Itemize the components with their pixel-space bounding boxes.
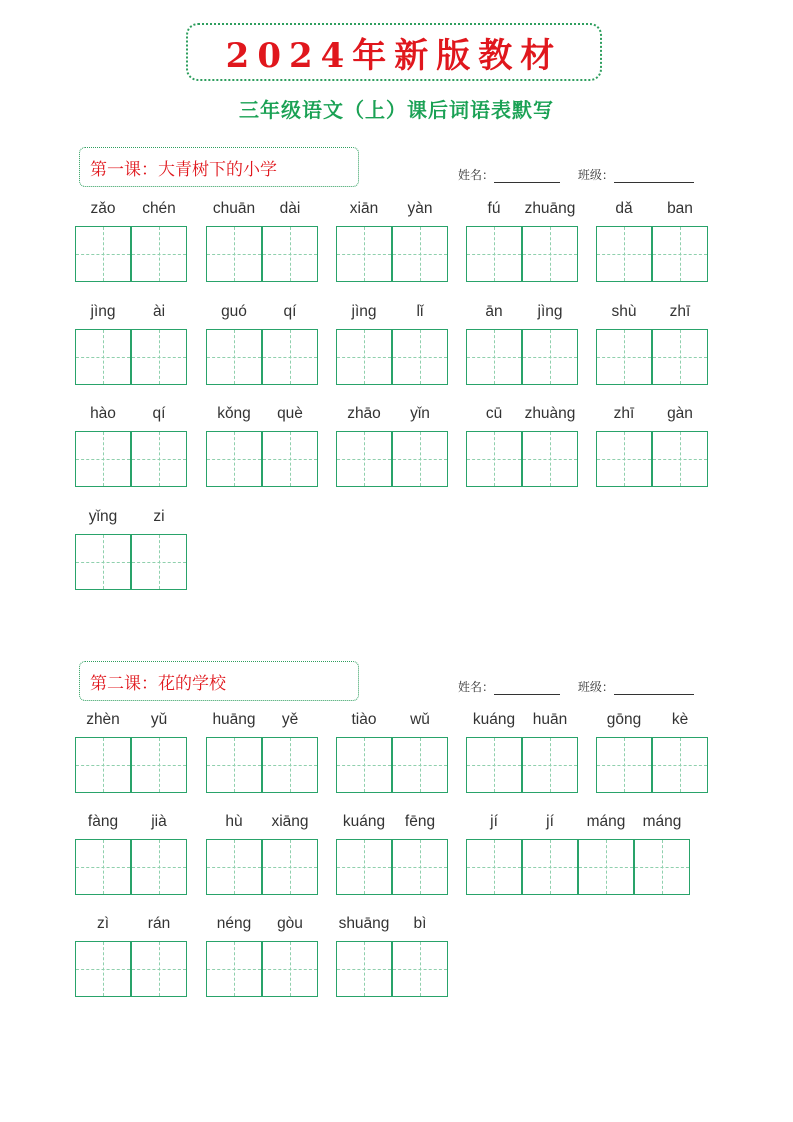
pinyin-label: zhuāng xyxy=(524,200,576,217)
pinyin-label: xiāng xyxy=(271,813,309,830)
writing-cell[interactable] xyxy=(336,329,392,385)
writing-cell[interactable] xyxy=(336,839,392,895)
writing-cell[interactable] xyxy=(596,226,652,282)
pinyin-label: guó xyxy=(221,303,247,320)
vocab-word xyxy=(596,405,708,487)
pinyin-label: fēng xyxy=(404,813,436,830)
pinyin-label: chén xyxy=(142,200,176,217)
writing-cell[interactable] xyxy=(466,329,522,385)
writing-cell[interactable] xyxy=(392,737,448,793)
writing-cell[interactable] xyxy=(634,839,690,895)
pinyin-label: yǐn xyxy=(410,405,430,422)
writing-cell[interactable] xyxy=(392,839,448,895)
writing-cell[interactable] xyxy=(392,431,448,487)
writing-cell[interactable] xyxy=(262,329,318,385)
title-box xyxy=(186,23,602,81)
pinyin-label: rán xyxy=(147,915,171,932)
writing-cell[interactable] xyxy=(466,226,522,282)
writing-cell[interactable] xyxy=(466,737,522,793)
vocab-word xyxy=(466,303,578,385)
writing-cell[interactable] xyxy=(206,737,262,793)
writing-cell[interactable] xyxy=(131,329,187,385)
pinyin-label: hù xyxy=(225,813,243,830)
class-label: 班级： xyxy=(577,168,614,182)
writing-cell[interactable] xyxy=(392,329,448,385)
pinyin-label: ān xyxy=(485,303,503,320)
pinyin-label: tiào xyxy=(351,711,377,728)
pinyin-label: lǐ xyxy=(416,303,424,320)
pinyin-label: yàn xyxy=(407,200,433,217)
vocab-word xyxy=(336,711,448,793)
lesson-2-title: 第二课：花的学校 xyxy=(90,673,226,694)
writing-cell[interactable] xyxy=(596,431,652,487)
pinyin-label: zǎo xyxy=(90,200,116,217)
writing-cell[interactable] xyxy=(336,737,392,793)
lesson-1-header xyxy=(79,147,359,187)
writing-cell[interactable] xyxy=(262,431,318,487)
vocab-word xyxy=(206,813,318,895)
page-title: 2024年新版教材 xyxy=(225,35,563,76)
writing-cell[interactable] xyxy=(131,431,187,487)
writing-cell[interactable] xyxy=(75,941,131,997)
writing-cell[interactable] xyxy=(131,737,187,793)
pinyin-label: kǒng xyxy=(217,405,251,422)
name-blank xyxy=(494,683,560,695)
pinyin-label: dǎ xyxy=(615,200,633,217)
pinyin-label: néng xyxy=(216,915,252,932)
writing-cell[interactable] xyxy=(596,329,652,385)
writing-cell[interactable] xyxy=(206,431,262,487)
vocab-word xyxy=(75,711,187,793)
vocab-word xyxy=(206,200,318,282)
writing-cell[interactable] xyxy=(392,941,448,997)
pinyin-label: wǔ xyxy=(410,711,430,728)
pinyin-label: jìng xyxy=(351,303,377,320)
lesson-2-header xyxy=(79,661,359,701)
pinyin-label: zhāo xyxy=(347,405,381,422)
name-label: 姓名： xyxy=(458,680,495,694)
pinyin-label: zhī xyxy=(669,303,691,320)
pinyin-label: kuáng xyxy=(342,813,386,830)
writing-cell[interactable] xyxy=(75,839,131,895)
writing-cell[interactable] xyxy=(578,839,634,895)
vocab-word xyxy=(206,303,318,385)
vocab-word xyxy=(75,508,187,590)
pinyin-label: zì xyxy=(96,915,110,932)
writing-cell[interactable] xyxy=(336,431,392,487)
pinyin-label: cū xyxy=(485,405,503,422)
lesson-2-info xyxy=(458,678,694,695)
writing-cell[interactable] xyxy=(75,737,131,793)
writing-cell[interactable] xyxy=(75,534,131,590)
writing-cell[interactable] xyxy=(206,329,262,385)
writing-cell[interactable] xyxy=(336,941,392,997)
writing-cell[interactable] xyxy=(522,329,578,385)
class-blank xyxy=(614,683,694,695)
name-label: 姓名： xyxy=(458,168,495,182)
writing-cell[interactable] xyxy=(652,431,708,487)
pinyin-label: shù xyxy=(611,303,637,320)
vocab-word xyxy=(466,200,578,282)
pinyin-label: yǐng xyxy=(88,508,118,525)
vocab-word xyxy=(596,303,708,385)
pinyin-label: dài xyxy=(279,200,301,217)
vocab-word xyxy=(206,405,318,487)
pinyin-label: qí xyxy=(152,405,166,422)
vocab-word xyxy=(75,200,187,282)
pinyin-label: chuān xyxy=(212,200,256,217)
pinyin-label: shuāng xyxy=(338,915,390,932)
writing-cell[interactable] xyxy=(262,226,318,282)
writing-cell[interactable] xyxy=(336,226,392,282)
writing-cell[interactable] xyxy=(131,941,187,997)
vocab-word xyxy=(75,405,187,487)
writing-cell[interactable] xyxy=(131,839,187,895)
vocab-word xyxy=(336,405,448,487)
pinyin-label: huān xyxy=(532,711,568,728)
pinyin-label: fú xyxy=(487,200,501,217)
pinyin-label: máng xyxy=(586,813,626,830)
writing-cell[interactable] xyxy=(652,226,708,282)
pinyin-label: jí xyxy=(490,813,498,830)
vocab-word xyxy=(75,915,187,997)
writing-cell[interactable] xyxy=(206,839,262,895)
writing-cell[interactable] xyxy=(522,839,578,895)
pinyin-label: xiān xyxy=(349,200,379,217)
writing-cell[interactable] xyxy=(131,226,187,282)
vocab-word xyxy=(466,405,578,487)
writing-cell[interactable] xyxy=(75,226,131,282)
pinyin-label: huāng xyxy=(212,711,256,728)
writing-cell[interactable] xyxy=(522,737,578,793)
name-blank xyxy=(494,171,560,183)
page-subtitle: 三年级语文（上）课后词语表默写 xyxy=(239,98,554,122)
pinyin-label: zi xyxy=(153,508,165,525)
pinyin-label: ban xyxy=(667,200,693,217)
pinyin-label: gōng xyxy=(606,711,642,728)
pinyin-label: jí xyxy=(546,813,554,830)
pinyin-label: zhèn xyxy=(86,711,120,728)
writing-cell[interactable] xyxy=(131,534,187,590)
pinyin-label: yě xyxy=(281,711,299,728)
pinyin-label: yǔ xyxy=(150,711,168,728)
vocab-word xyxy=(596,711,708,793)
vocab-word xyxy=(336,200,448,282)
vocab-word xyxy=(206,915,318,997)
class-label: 班级： xyxy=(577,680,614,694)
vocab-word xyxy=(336,813,448,895)
pinyin-label: qí xyxy=(283,303,297,320)
writing-cell[interactable] xyxy=(262,839,318,895)
pinyin-label: zhuàng xyxy=(524,405,576,422)
vocab-word xyxy=(466,813,690,895)
writing-cell[interactable] xyxy=(522,431,578,487)
pinyin-label: què xyxy=(277,405,303,422)
vocab-word xyxy=(336,303,448,385)
vocab-word xyxy=(336,915,448,997)
pinyin-label: kuáng xyxy=(472,711,516,728)
writing-cell[interactable] xyxy=(522,226,578,282)
vocab-word xyxy=(75,303,187,385)
writing-cell[interactable] xyxy=(75,431,131,487)
writing-cell[interactable] xyxy=(262,737,318,793)
pinyin-label: jià xyxy=(151,813,167,830)
vocab-word xyxy=(75,813,187,895)
pinyin-label: gòu xyxy=(277,915,303,932)
pinyin-label: bì xyxy=(413,915,427,932)
writing-cell[interactable] xyxy=(262,941,318,997)
writing-cell[interactable] xyxy=(75,329,131,385)
pinyin-label: jìng xyxy=(537,303,563,320)
writing-cell[interactable] xyxy=(652,737,708,793)
writing-cell[interactable] xyxy=(596,737,652,793)
writing-cell[interactable] xyxy=(466,839,522,895)
writing-cell[interactable] xyxy=(206,941,262,997)
pinyin-label: gàn xyxy=(667,405,693,422)
writing-cell[interactable] xyxy=(392,226,448,282)
writing-cell[interactable] xyxy=(652,329,708,385)
pinyin-label: hào xyxy=(90,405,116,422)
pinyin-label: fàng xyxy=(87,813,119,830)
vocab-word xyxy=(466,711,578,793)
pinyin-label: zhī xyxy=(613,405,635,422)
writing-cell[interactable] xyxy=(466,431,522,487)
pinyin-label: kè xyxy=(671,711,689,728)
pinyin-label: ài xyxy=(152,303,166,320)
writing-cell[interactable] xyxy=(206,226,262,282)
pinyin-label: máng xyxy=(642,813,682,830)
vocab-word xyxy=(596,200,708,282)
class-blank xyxy=(614,171,694,183)
pinyin-label: jìng xyxy=(90,303,116,320)
vocab-word xyxy=(206,711,318,793)
lesson-1-title: 第一课：大青树下的小学 xyxy=(90,159,277,180)
lesson-1-info xyxy=(458,166,694,183)
